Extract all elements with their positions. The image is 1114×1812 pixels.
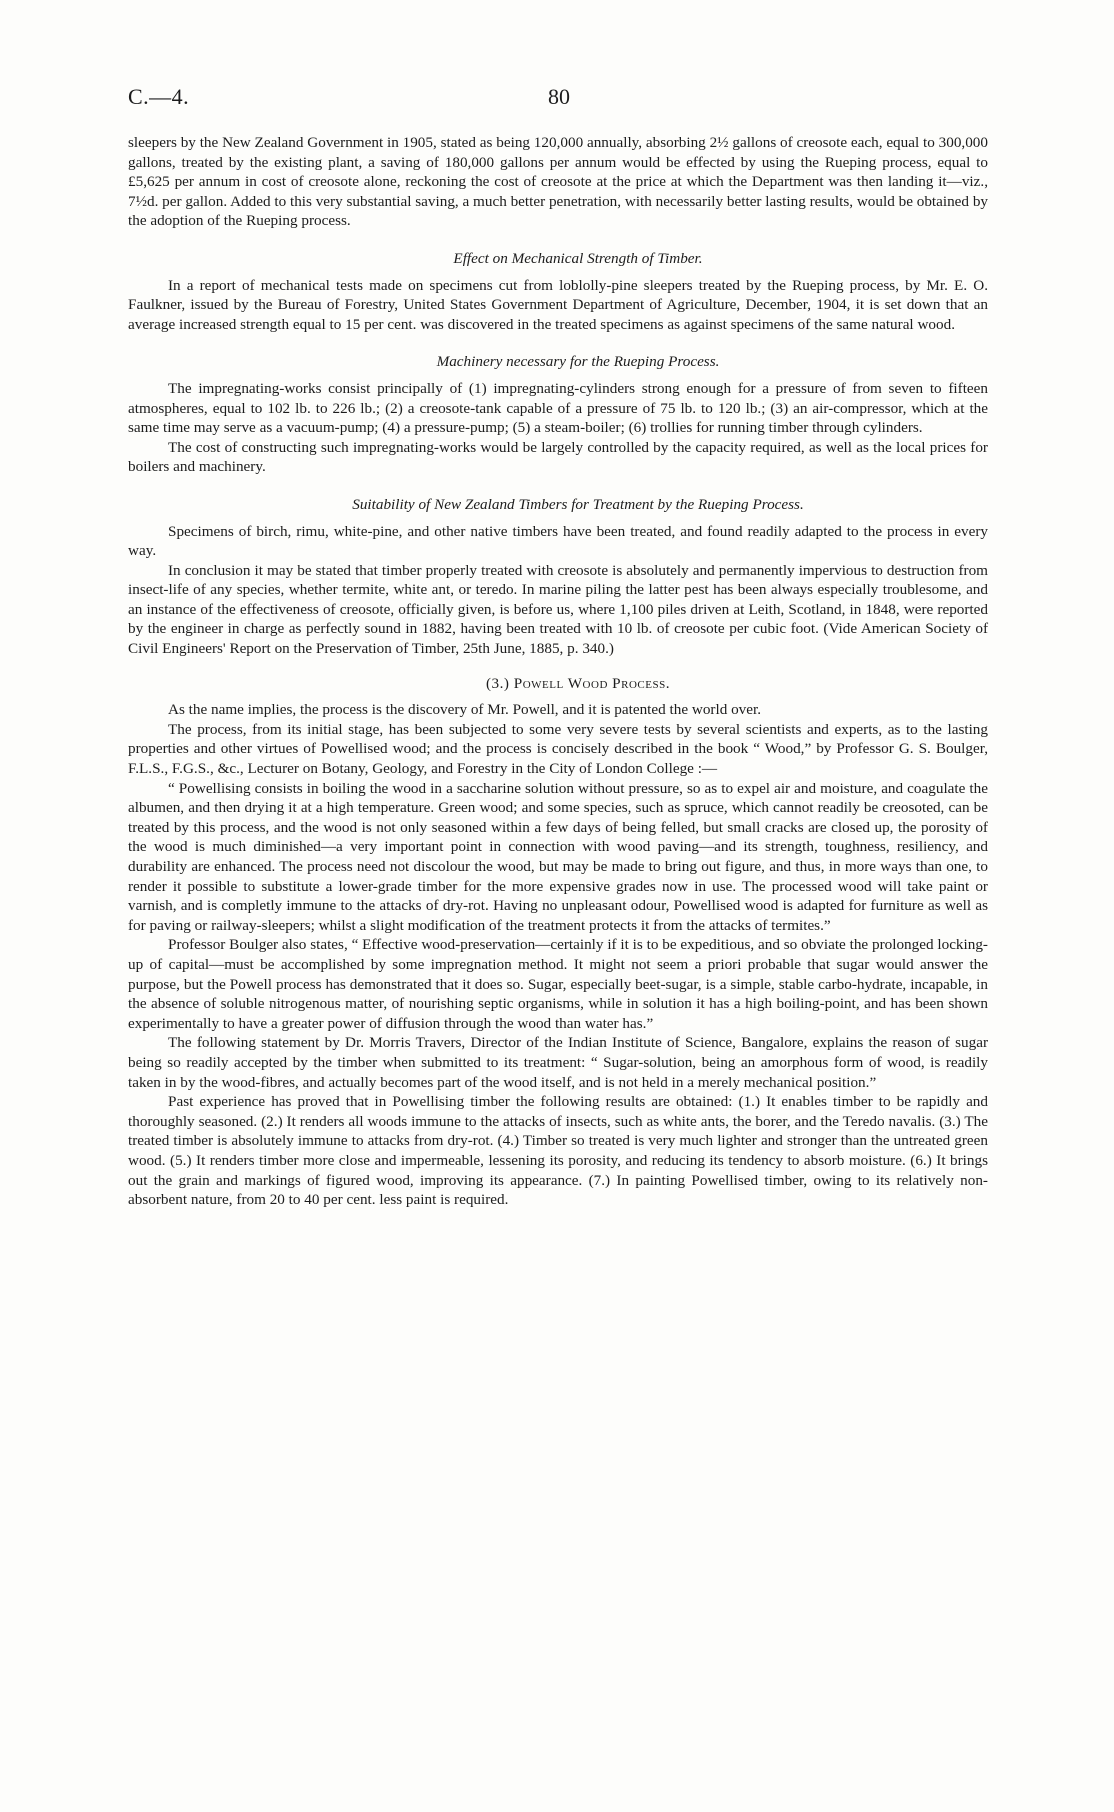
paragraph-sleepers-saving: sleepers by the New Zealand Government in 1905, stated as being 120,000 annually, absorbing 2½ gallons of creosote each, equal to 300,000 gallons, treated by the existing plant, a saving of 180,000 gallons per annum would be effected by using the Rueping process, equal to £5,625 per annum in cost of creosote alone, reckoning the cost of creosote at the price at which the Department was then landing it—viz., 7½d. per gallon. Added to this very substantial saving, a much better penetration, with necessarily better lasting results, would be obtained by the adoption of the Rueping process.: [128, 134, 989, 230]
body-text: [128, 133, 988, 1210]
paragraph-travers-statement: The following statement by Dr. Morris Travers, Director of the Indian Institute of Science, Bangalore, explains the reason of sugar being so readily accepted by the timber when submitted to its treatment: “ Sugar-solution, being an amorphous form of wood, is readily taken in by the wood-fibres, and actually becomes part of the wood itself, and is not held in a merely mechanical position.”: [128, 1034, 988, 1091]
paragraph-powellising-quote: “ Powellising consists in boiling the wood in a saccharine solution without pressure, so as to expel air and moisture, and coagulate the albumen, and then drying it at a high temperature. Green wood; and some species, such as spruce, which cannot readily be creosoted, can be treated by this process, and the wood is not only seasoned within a few days of being felled, but small cracks are closed up, the porosity of the wood is much diminished—a very important point in connection with wood paving—and its strength, toughness, resiliency, and durability are enhanced. The process need not discolour the wood, but may be made to bring out figure, and thus, in more ways than one, to render it possible to substitute a lower-grade timber for the more expensive grades now in use. The processed wood will take paint or varnish, and is completly immune to the attacks of dry-rot. Having no unpleasant odour, Powellised wood is adapted for furniture as well as for paving or railway-sleepers; whilst a slight modification of the treatment protects it from the attacks of termites.”: [128, 779, 988, 934]
paragraph-impregnating-works: The impregnating-works consist principally of (1) impregnating-cylinders strong enough for a pressure of from seven to fifteen atmospheres, equal to 102 lb. to 226 lb.; (2) a creosote-tank capable of a pressure of 75 lb. to 120 lb.; (3) an air-compressor, which at the same time may serve as a vacuum-pump; (4) a pressure-pump; (5) a steam-boiler; (6) trollies for running timber through cylinders.: [128, 379, 988, 437]
report-reference: C.—4.: [128, 84, 190, 109]
section-heading-nz-timbers: Suitability of New Zealand Timbers for Treatment by the Rueping Process.: [352, 495, 804, 513]
paragraph-conclusion-creosote: In conclusion it may be stated that timber properly treated with creosote is absolutely and permanently impervious to destruction from insect-life of any species, whether termite, white ant, or teredo. In marine piling the latter pest has been always especially troublesome, and an instance of the effectiveness of creosote, officially given, is before us, where 1,100 piles driven at Leith, Scotland, in 1848, were reported by the engineer in charge as perfectly sound in 1882, having been treated with 10 lb. of creosote per cubic foot. (Vide American Society of Civil Engineers' Report on the Preservation of Timber, 25th June, 1885, p. 340.): [128, 561, 988, 658]
paragraph-powell-tests: The process, from its initial stage, has been subjected to some very severe tests by several scientists and experts, as to the lasting properties and other virtues of Powellised wood; and the process is concisely described in the book “ Wood,” by Professor G. S. Boulger, F.L.S., F.G.S., &c., Lecturer on Botany, Geology, and Forestry in the City of London College :—: [128, 720, 988, 778]
section-heading-machinery: Machinery necessary for the Rueping Process.: [436, 353, 720, 371]
paragraph-powellising-results: Past experience has proved that in Powellising timber the following results are obtained: (1.) It enables timber to be rapidly and thoroughly seasoned. (2.) It renders all woods immune to the attacks of insects, such as white ants, the borer, and the Teredo navalis. (3.) The treated timber is absolutely immune to attacks from dry-rot. (4.) Timber so treated is very much lighter and stronger than the untreated green wood. (5.) It renders timber more close and impermeable, lessening its porosity, and reducing its tendency to absorb moisture. (6.) It brings out the grain and markings of figured wood, improving its appearance. (7.) In painting Powellised timber, owing to its relatively non-absorbent nature, from 20 to 40 per cent. less paint is required.: [128, 1093, 988, 1209]
paragraph-native-specimens: Specimens of birch, rimu, white-pine, and other native timbers have been treated, and found readily adapted to the process in every way.: [128, 522, 988, 560]
paragraph-boulger-statement: Professor Boulger also states, “ Effective wood-preservation—certainly if it is to be expeditious, and so obviate the prolonged locking-up of capital—must be accomplished by some impregnation method. It might not seem a priori probable that sugar would answer the purpose, but the Powell process has demonstrated that it does so. Sugar, especially beet-sugar, is a simple, stable carbo-hydrate, incapable, in the absence of soluble nitrogenous matter, of nourishing septic organisms, while in solution it has a high boiling-point, and has been shown experimentally to have a greater power of diffusion through the wood than water has.”: [128, 936, 988, 1032]
paragraph-construction-cost: The cost of constructing such impregnating-works would be largely controlled by the capacity required, as well as the local prices for boilers and machinery.: [128, 438, 988, 476]
section-heading-powell-process: (3.) Powell Wood Process.: [485, 674, 671, 692]
page-number: 80: [548, 84, 570, 109]
paragraph-mechanical-tests: In a report of mechanical tests made on specimens cut from loblolly-pine sleepers treated by the Rueping process, by Mr. E. O. Faulkner, issued by the Bureau of Forestry, United States Government Department of Agriculture, December, 1904, it is set down that an average increased strength equal to 15 per cent. was discovered in the treated specimens as against specimens of the same natural wood.: [128, 276, 988, 333]
paragraph-powell-discovery: As the name implies, the process is the discovery of Mr. Powell, and it is patented the world over.: [168, 701, 762, 719]
section-heading-mechanical-strength: Effect on Mechanical Strength of Timber.: [453, 249, 703, 267]
